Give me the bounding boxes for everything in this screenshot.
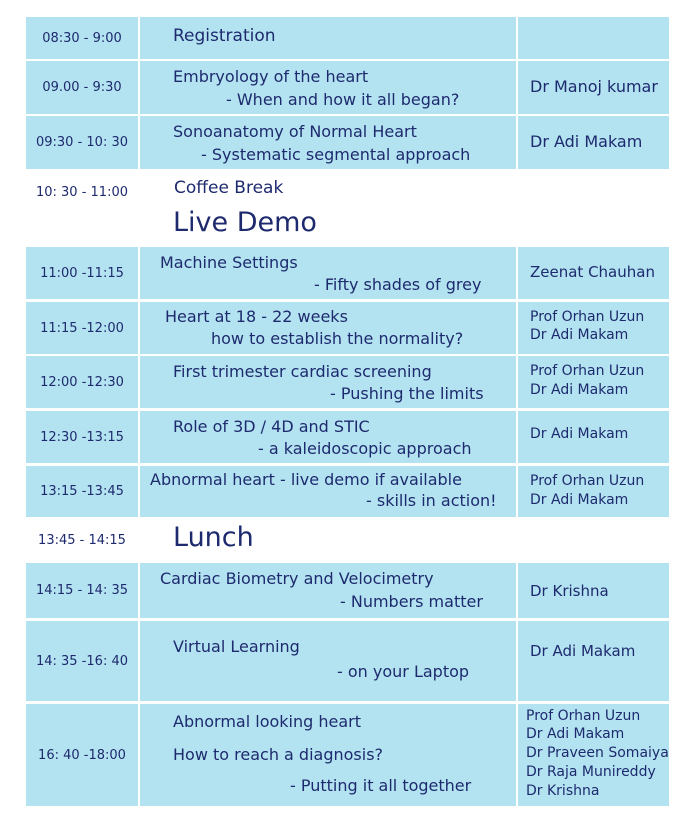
speaker-cell bbox=[518, 704, 669, 806]
schedule-row-abnormal-heart-live-demo bbox=[26, 466, 669, 517]
schedule-row-cardiac-biometry bbox=[26, 563, 669, 618]
speaker-cell bbox=[518, 356, 669, 408]
schedule-row-virtual-learning bbox=[26, 621, 669, 701]
time-cell: 13:15 -13:45 bbox=[26, 466, 138, 517]
section-title: Lunch bbox=[173, 522, 254, 553]
session-title: Machine Settings bbox=[160, 253, 298, 272]
speaker-cell bbox=[518, 61, 669, 114]
session-cell bbox=[140, 247, 516, 299]
session-cell bbox=[140, 116, 516, 169]
session-subtitle: - skills in action! bbox=[366, 491, 497, 510]
speaker-name: Prof Orhan Uzun bbox=[530, 363, 645, 379]
session-cell bbox=[140, 466, 516, 517]
session-title: Virtual Learning bbox=[173, 637, 300, 656]
session-title: Embryology of the heart bbox=[173, 67, 369, 86]
session-cell bbox=[140, 621, 516, 701]
speaker-name: Prof Orhan Uzun bbox=[530, 473, 645, 489]
session-title: Abnormal heart - live demo if available bbox=[150, 470, 462, 489]
session-cell bbox=[140, 704, 516, 806]
time-cell: 11:00 -11:15 bbox=[26, 247, 138, 299]
time-cell: 08:30 - 9:00 bbox=[26, 17, 138, 59]
time-cell: 09:30 - 10: 30 bbox=[26, 116, 138, 169]
schedule-row-3d-4d-stic bbox=[26, 411, 669, 463]
speaker-name: Dr Manoj kumar bbox=[530, 77, 658, 96]
speaker-name: Dr Adi Makam bbox=[530, 492, 629, 508]
session-cell bbox=[140, 356, 516, 408]
session-cell bbox=[140, 520, 516, 560]
time-cell: 10: 30 - 11:00 bbox=[35, 184, 128, 200]
session-cell bbox=[140, 17, 516, 59]
speaker-name: Dr Adi Makam bbox=[530, 132, 643, 151]
speaker-name: Dr Raja Munireddy bbox=[526, 764, 656, 780]
speaker-name: Dr Praveen Somaiya bbox=[526, 745, 669, 761]
speaker-name: Prof Orhan Uzun bbox=[526, 708, 641, 724]
schedule-row-machine-settings bbox=[26, 247, 669, 299]
schedule-row-coffee-break bbox=[26, 173, 669, 207]
session-subtitle: - Putting it all together bbox=[290, 776, 472, 795]
speaker-name: Dr Adi Makam bbox=[530, 642, 636, 660]
session-cell bbox=[140, 61, 516, 114]
session-subtitle: - a kaleidoscopic approach bbox=[258, 439, 472, 458]
session-title: Abnormal looking heart bbox=[173, 712, 362, 731]
speaker-name: Dr Adi Makam bbox=[530, 327, 629, 343]
speaker-cell bbox=[518, 621, 669, 701]
session-subtitle: - Systematic segmental approach bbox=[201, 145, 471, 164]
section-heading-live-demo bbox=[26, 207, 669, 245]
speaker-cell bbox=[518, 411, 669, 463]
session-subtitle: - When and how it all began? bbox=[226, 90, 460, 109]
speaker-name: Dr Adi Makam bbox=[530, 382, 629, 398]
session-title: Coffee Break bbox=[174, 178, 284, 198]
session-cell bbox=[140, 173, 516, 207]
speaker-cell bbox=[518, 247, 669, 299]
time-cell: 12:30 -13:15 bbox=[26, 411, 138, 463]
schedule-row-sonoanatomy bbox=[26, 116, 669, 169]
time-cell: 09.00 - 9:30 bbox=[26, 61, 138, 114]
speaker-cell bbox=[518, 302, 669, 354]
speaker-cell bbox=[518, 563, 669, 618]
session-subtitle: How to reach a diagnosis? bbox=[173, 745, 384, 764]
speaker-cell bbox=[518, 17, 669, 59]
time-cell: 11:15 -12:00 bbox=[26, 302, 138, 354]
session-subtitle: - Pushing the limits bbox=[330, 384, 484, 403]
section-title: Live Demo bbox=[173, 207, 317, 238]
schedule-row-abnormal-looking-heart bbox=[26, 704, 669, 806]
time-cell: 14:15 - 14: 35 bbox=[26, 563, 138, 618]
time-cell: 16: 40 -18:00 bbox=[26, 704, 138, 806]
session-subtitle: - Fifty shades of grey bbox=[314, 275, 482, 294]
schedule-row-embryology bbox=[26, 61, 669, 114]
session-subtitle: how to establish the normality? bbox=[211, 329, 464, 348]
speaker-name: Dr Krishna bbox=[526, 783, 600, 799]
session-title: Sonoanatomy of Normal Heart bbox=[173, 122, 417, 141]
time-cell: 12:00 -12:30 bbox=[26, 356, 138, 408]
session-title: Registration bbox=[173, 26, 276, 46]
speaker-name: Prof Orhan Uzun bbox=[530, 309, 645, 325]
speaker-name: Dr Adi Makam bbox=[526, 726, 625, 742]
speaker-name: Dr Adi Makam bbox=[530, 426, 629, 442]
time-cell: 14: 35 -16: 40 bbox=[26, 621, 138, 701]
schedule-row-heart-18-22 bbox=[26, 302, 669, 354]
session-title: Cardiac Biometry and Velocimetry bbox=[160, 569, 434, 588]
schedule-row-first-trimester bbox=[26, 356, 669, 408]
schedule-row-lunch bbox=[26, 520, 669, 560]
session-subtitle: - Numbers matter bbox=[340, 592, 483, 611]
speaker-name: Zeenat Chauhan bbox=[530, 263, 655, 281]
session-cell bbox=[140, 207, 516, 245]
session-cell bbox=[140, 563, 516, 618]
time-cell: 13:45 - 14:15 bbox=[38, 532, 126, 548]
session-cell bbox=[140, 302, 516, 354]
session-title: Role of 3D / 4D and STIC bbox=[173, 417, 370, 436]
speaker-cell bbox=[518, 116, 669, 169]
session-title: First trimester cardiac screening bbox=[173, 362, 432, 381]
session-cell bbox=[140, 411, 516, 463]
schedule-row-registration bbox=[26, 17, 669, 59]
speaker-name: Dr Krishna bbox=[530, 582, 609, 600]
session-subtitle: - on your Laptop bbox=[337, 662, 470, 681]
session-title: Heart at 18 - 22 weeks bbox=[165, 307, 348, 326]
speaker-cell bbox=[518, 466, 669, 517]
